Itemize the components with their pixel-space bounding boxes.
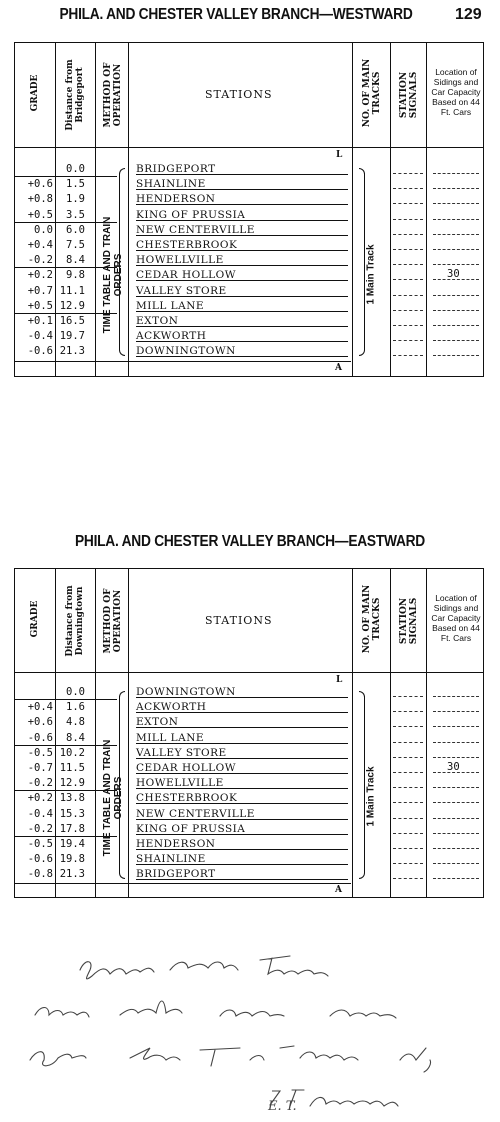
- distance-cell: 11.5: [59, 762, 85, 774]
- station-leader-line: [136, 265, 348, 266]
- signal-blank: [393, 325, 423, 326]
- distance-header: Distance from Downingtown: [65, 585, 85, 657]
- station-name: EXTON: [136, 315, 179, 327]
- stations-header: STATIONS: [205, 614, 273, 627]
- siding-blank: [433, 173, 479, 174]
- signal-blank: [393, 787, 423, 788]
- station-name: DOWNINGTOWN: [136, 345, 236, 358]
- signal-blank: [393, 818, 423, 819]
- col-divider: [352, 569, 353, 897]
- siding-blank: [433, 310, 479, 311]
- signal-blank: [393, 848, 423, 849]
- stations-header: STATIONS: [205, 88, 273, 101]
- station-name: KING OF PRUSSIA: [136, 208, 246, 221]
- grade-cell: -0.6: [27, 853, 53, 866]
- station-name: CEDAR HOLLOW: [136, 762, 237, 774]
- siding-blank: [433, 818, 479, 819]
- distance-cell: 1.6: [66, 701, 85, 714]
- siding-blank: [433, 863, 479, 864]
- method-header: METHOD OF OPERATION: [103, 62, 123, 128]
- station-leader-line: [136, 712, 348, 713]
- col-divider: [390, 569, 391, 897]
- signal-blank: [393, 726, 423, 727]
- method-brace: [119, 691, 125, 879]
- siding-blank: [433, 726, 479, 727]
- main-track-label: 1 Main Track: [365, 766, 377, 827]
- siding-blank: [433, 833, 479, 834]
- signal-blank: [393, 863, 423, 864]
- station-name: ACKWORTH: [136, 701, 207, 714]
- westward-table: [14, 42, 484, 377]
- siding-blank: [433, 878, 479, 879]
- station-name: VALLEY STORE: [136, 746, 227, 759]
- station-leader-line: [136, 189, 348, 190]
- page-number: 129: [455, 6, 482, 23]
- siding-blank: [433, 787, 479, 788]
- group-rule: [15, 313, 117, 314]
- distance-cell: 9.8: [66, 269, 85, 282]
- westward-title: PHILA. AND CHESTER VALLEY BRANCH—WESTWARD: [59, 6, 413, 23]
- station-leader-line: [136, 758, 348, 759]
- col-divider: [426, 569, 427, 897]
- station-leader-line: [136, 296, 348, 297]
- station-leader-line: [136, 803, 348, 804]
- distance-cell: 8.4: [66, 731, 85, 744]
- station-name: CHESTERBROOK: [136, 792, 238, 805]
- distance-cell: 19.4: [59, 838, 85, 850]
- station-leader-line: [136, 788, 348, 789]
- grade-cell: +0.8: [27, 193, 53, 206]
- group-rule: [15, 745, 117, 746]
- distance-cell: 16.5: [59, 315, 85, 327]
- grade-cell: +0.4: [27, 239, 53, 251]
- signal-blank: [393, 264, 423, 265]
- distance-cell: 19.8: [59, 853, 85, 866]
- signal-blank: [393, 279, 423, 280]
- distance-header: Distance from Bridgeport: [65, 59, 85, 131]
- group-rule: [15, 222, 117, 223]
- station-name: BRIDGEPORT: [136, 163, 216, 175]
- distance-cell: 8.4: [66, 254, 85, 267]
- station-name: MILL LANE: [136, 731, 205, 744]
- main-track-label: 1 Main Track: [365, 244, 377, 305]
- station-leader-line: [136, 864, 348, 865]
- station-name: VALLEY STORE: [136, 284, 227, 297]
- grade-cell: -0.6: [27, 345, 53, 358]
- station-name: MILL LANE: [136, 299, 205, 312]
- distance-cell: 12.9: [59, 777, 85, 790]
- grade-cell: +0.5: [27, 208, 53, 221]
- station-leader-line: [136, 356, 348, 357]
- signal-blank: [393, 295, 423, 296]
- siding-blank: [433, 355, 479, 356]
- grade-cell: -0.8: [27, 868, 53, 881]
- main-tracks-header: NO. OF MAIN TRACKS: [362, 58, 382, 128]
- signature-text: E. T.: [268, 1099, 297, 1114]
- siding-blank: [433, 325, 479, 326]
- signal-blank: [393, 234, 423, 235]
- grade-cell: -0.2: [27, 822, 53, 835]
- grade-cell: -0.2: [27, 777, 53, 790]
- station-leader-line: [136, 235, 348, 236]
- signals-header: STATION SIGNALS: [399, 71, 419, 119]
- method-header: METHOD OF OPERATION: [103, 588, 123, 654]
- station-name: BRIDGEPORT: [136, 868, 216, 881]
- signal-blank: [393, 757, 423, 758]
- siding-blank: [433, 757, 479, 758]
- signal-blank: [393, 173, 423, 174]
- siding-capacity: 30: [447, 268, 460, 281]
- station-name: NEW CENTERVILLE: [136, 223, 255, 236]
- top-marker: L: [336, 675, 343, 685]
- grade-cell: +0.1: [27, 315, 53, 327]
- signal-blank: [393, 711, 423, 712]
- station-leader-line: [136, 326, 348, 327]
- station-leader-line: [136, 280, 348, 281]
- distance-cell: 4.8: [66, 716, 85, 729]
- grade-header: GRADE: [30, 74, 40, 112]
- signal-blank: [393, 833, 423, 834]
- station-leader-line: [136, 849, 348, 850]
- eastward-table: [14, 568, 484, 898]
- distance-cell: 3.5: [66, 208, 85, 221]
- grade-cell: -0.6: [27, 731, 53, 744]
- distance-cell: 11.1: [59, 284, 85, 297]
- col-divider: [95, 569, 96, 897]
- sidings-header: Location of Sidings and Car Capacity Based on 44 Ft. Cars: [431, 593, 481, 643]
- top-marker: L: [336, 150, 343, 160]
- grade-header: GRADE: [30, 600, 40, 638]
- group-rule: [15, 267, 117, 268]
- col-divider: [128, 569, 129, 897]
- signal-blank: [393, 310, 423, 311]
- grade-cell: +0.2: [27, 792, 53, 805]
- col-divider: [95, 43, 96, 376]
- siding-blank: [433, 234, 479, 235]
- station-name: HENDERSON: [136, 193, 216, 206]
- grade-cell: -0.5: [27, 838, 53, 850]
- distance-cell: 1.9: [66, 193, 85, 206]
- station-name: KING OF PRUSSIA: [136, 822, 246, 835]
- grade-cell: +0.5: [27, 299, 53, 312]
- grade-cell: -0.7: [27, 762, 53, 774]
- col-divider: [352, 43, 353, 376]
- group-rule: [15, 176, 117, 177]
- distance-cell: 21.3: [59, 868, 85, 881]
- station-name: DOWNINGTOWN: [136, 686, 236, 698]
- signal-blank: [393, 802, 423, 803]
- distance-cell: 15.3: [59, 807, 85, 820]
- handwritten-note: [0, 920, 500, 1120]
- header-divider: [15, 672, 483, 673]
- station-leader-line: [136, 819, 348, 820]
- grade-cell: -0.2: [27, 254, 53, 267]
- distance-cell: 0.0: [66, 163, 85, 175]
- siding-blank: [433, 742, 479, 743]
- signal-blank: [393, 340, 423, 341]
- group-rule: [15, 836, 117, 837]
- grade-cell: -0.5: [27, 746, 53, 759]
- col-divider: [128, 43, 129, 376]
- bottom-rule: [15, 361, 351, 362]
- main-tracks-header: NO. OF MAIN TRACKS: [362, 584, 382, 654]
- siding-blank: [433, 249, 479, 250]
- station-leader-line: [136, 174, 348, 175]
- station-leader-line: [136, 311, 348, 312]
- grade-cell: +0.4: [27, 701, 53, 714]
- header-divider: [15, 147, 483, 148]
- signal-blank: [393, 355, 423, 356]
- signal-blank: [393, 878, 423, 879]
- bottom-marker: A: [335, 885, 342, 895]
- station-name: CHESTERBROOK: [136, 239, 238, 251]
- distance-cell: 0.0: [66, 686, 85, 698]
- method-label: TIME TABLE AND TRAIN ORDERS: [102, 216, 124, 334]
- signal-blank: [393, 772, 423, 773]
- signal-blank: [393, 742, 423, 743]
- sidings-header: Location of Sidings and Car Capacity Based on 44 Ft. Cars: [431, 67, 481, 117]
- station-name: HOWELLVILLE: [136, 777, 224, 790]
- station-leader-line: [136, 250, 348, 251]
- signal-blank: [393, 203, 423, 204]
- siding-blank: [433, 711, 479, 712]
- signal-blank: [393, 188, 423, 189]
- siding-blank: [433, 295, 479, 296]
- station-leader-line: [136, 220, 348, 221]
- eastward-title: PHILA. AND CHESTER VALLEY BRANCH—EASTWARD: [74, 533, 425, 550]
- station-name: EXTON: [136, 716, 179, 729]
- group-rule: [15, 790, 117, 791]
- grade-cell: +0.7: [27, 284, 53, 297]
- grade-cell: +0.6: [27, 716, 53, 729]
- bottom-rule: [15, 883, 351, 884]
- group-rule: [15, 699, 117, 700]
- station-name: SHAINLINE: [136, 178, 206, 191]
- signals-header: STATION SIGNALS: [399, 597, 419, 645]
- siding-blank: [433, 203, 479, 204]
- signal-blank: [393, 696, 423, 697]
- station-name: SHAINLINE: [136, 853, 206, 866]
- signal-blank: [393, 249, 423, 250]
- siding-blank: [433, 696, 479, 697]
- grade-cell: -0.4: [27, 807, 53, 820]
- distance-cell: 10.2: [59, 746, 85, 759]
- distance-cell: 7.5: [66, 239, 85, 251]
- station-leader-line: [136, 743, 348, 744]
- distance-cell: 6.0: [66, 223, 85, 236]
- station-leader-line: [136, 727, 348, 728]
- track-brace: [359, 168, 365, 356]
- distance-cell: 13.8: [59, 792, 85, 805]
- siding-capacity: 30: [447, 761, 460, 773]
- method-brace: [119, 168, 125, 356]
- station-leader-line: [136, 834, 348, 835]
- station-name: CEDAR HOLLOW: [136, 269, 237, 282]
- station-name: NEW CENTERVILLE: [136, 807, 255, 820]
- siding-blank: [433, 802, 479, 803]
- col-divider: [426, 43, 427, 376]
- signal-blank: [393, 219, 423, 220]
- siding-blank: [433, 264, 479, 265]
- grade-cell: -0.4: [27, 330, 53, 343]
- track-brace: [359, 691, 365, 879]
- grade-cell: +0.6: [27, 178, 53, 191]
- siding-blank: [433, 219, 479, 220]
- station-leader-line: [136, 773, 348, 774]
- siding-blank: [433, 188, 479, 189]
- station-name: ACKWORTH: [136, 330, 207, 343]
- distance-cell: 1.5: [66, 178, 85, 191]
- distance-cell: 19.7: [59, 330, 85, 343]
- station-leader-line: [136, 697, 348, 698]
- siding-blank: [433, 340, 479, 341]
- col-divider: [390, 43, 391, 376]
- grade-cell: +0.2: [27, 269, 53, 282]
- bottom-marker: A: [335, 363, 342, 373]
- distance-cell: 21.3: [59, 345, 85, 358]
- grade-cell: 0.0: [34, 223, 53, 236]
- station-leader-line: [136, 204, 348, 205]
- station-leader-line: [136, 879, 348, 880]
- station-leader-line: [136, 341, 348, 342]
- method-label: TIME TABLE AND TRAIN ORDERS: [102, 739, 124, 857]
- station-name: HENDERSON: [136, 838, 216, 850]
- distance-cell: 17.8: [59, 822, 85, 835]
- station-name: HOWELLVILLE: [136, 254, 224, 267]
- distance-cell: 12.9: [59, 299, 85, 312]
- siding-blank: [433, 848, 479, 849]
